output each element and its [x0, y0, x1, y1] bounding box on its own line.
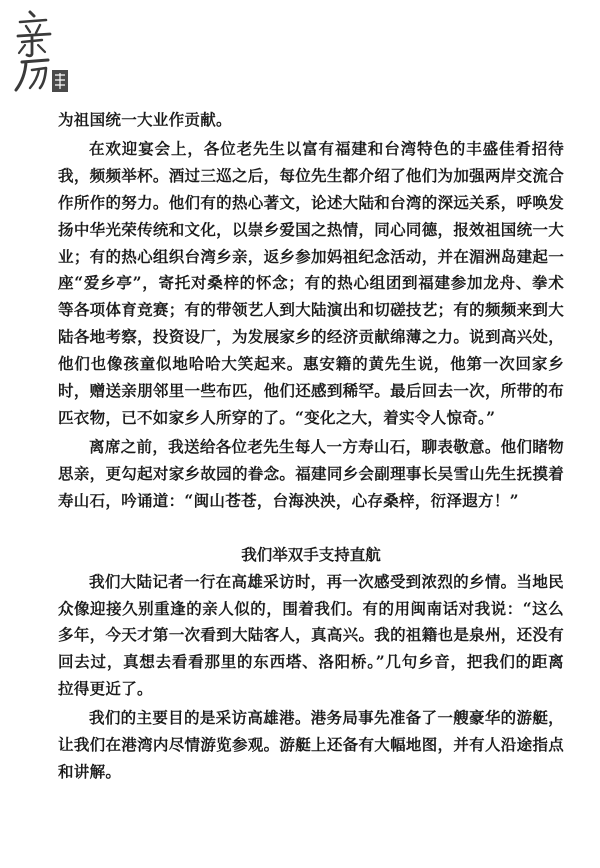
paragraph-farewell: 离席之前，我送给各位老先生每人一方寿山石，聊表敬意。他们睹物思亲，更勾起对家乡故园的眷念。福建同乡会副理事长吴雪山先生抚摸着寿山石，吟诵道：“闽山苍苍，台海泱泱，心存桑梓，衍泽遐方！” [58, 436, 564, 510]
article-body [58, 107, 564, 786]
paragraph-kaohsiung: 我们大陆记者一行在高雄采访时，再一次感受到浓烈的乡情。当地民众像迎接久别重逢的亲人似的，围着我们。有的用闽南话对我说：“这么多年，今天才第一次看到大陆客人，真高兴。我的祖籍也是泉州，还没有回去过，真想去看看那里的东西塔、洛阳桥。”几句乡音，把我们的距离拉得更近了。 [58, 571, 564, 699]
book-logo [12, 4, 72, 96]
paragraph-banquet: 在欢迎宴会上，各位老先生以富有福建和台湾特色的丰盛佳肴招待我，频频举杯。酒过三巡之后，每位先生都介绍了他们为加强两岸交流合作所作的努力。他们有的热心著文，论述大陆和台湾的深远关系，呼唤发扬中华光荣传统和文化，以崇乡爱国之热情，同心同德，报效祖国统一大业；有的热心组织台湾乡亲，返乡参加妈祖纪念活动，并在湄洲岛建起一座“爱乡亭”，寄托对桑梓的怀念；有的热心组团到福建参加龙舟、拳术等各项体育竞赛；有的带领艺人到大陆演出和切磋技艺；有的频频来到大陆各地考察，投资设厂，为发展家乡的经济贡献绵薄之力。说到高兴处，他们也像孩童似地哈哈大笑起来。惠安籍的黄先生说，他第一次回家乡时，赠送亲朋邻里一些布匹，他们还感到稀罕。最后回去一次，所带的布匹衣物，已不如家乡人所穿的了。“变化之大，着实令人惊奇。” [58, 138, 564, 427]
paragraph-port-tour: 我们的主要目的是采访高雄港。港务局事先准备了一艘豪华的游艇，让我们在港湾内尽情游览参观。游艇上还备有大幅地图，并有人沿途指点和讲解。 [58, 708, 564, 781]
section-title: 我们举双手支持直航 [241, 545, 381, 564]
paragraph-continuation: 为祖国统一大业作贡献。 [58, 110, 232, 129]
logo-calligraphy-icon [12, 4, 72, 96]
